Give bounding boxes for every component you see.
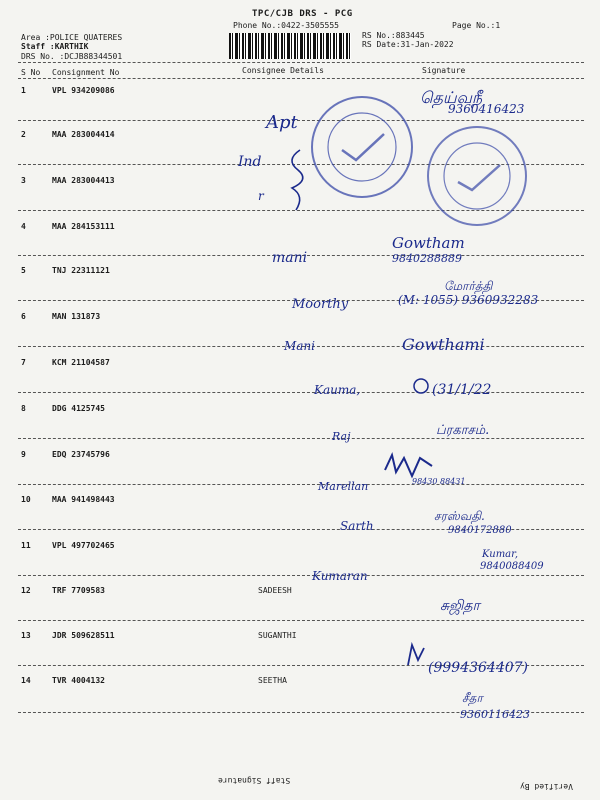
hw-scribble-9 [385, 455, 432, 476]
row-consignee: SADEESH [258, 586, 292, 595]
brace-mark [292, 150, 303, 210]
hw-raj: Raj [332, 430, 351, 443]
hw-kauma: Kauma, [314, 383, 361, 397]
row-sno: 10 [21, 495, 31, 504]
hw-signature-8: ப்ரகாசம். [436, 423, 490, 438]
round-stamp-left [312, 97, 412, 197]
hw-scribble-13 [408, 645, 424, 665]
row-consignment: EDQ 23745796 [52, 450, 110, 459]
row-sno: 5 [21, 266, 26, 275]
row-sno: 4 [21, 222, 26, 231]
hw-mani: mani [272, 250, 308, 266]
page-number: Page No.:1 [452, 21, 501, 30]
hw-sarath: Sarth [340, 519, 374, 533]
hw-marellan: Marellan [318, 480, 369, 493]
hw-signature-10: சரஸ்வதி. [434, 509, 485, 523]
row-sno: 14 [21, 676, 31, 685]
hw-moorthy: Moorthy [292, 297, 349, 312]
row-sno: 3 [21, 176, 26, 185]
row-consignment: MAA 283004413 [52, 176, 115, 185]
hw-r: r [258, 189, 264, 203]
verified-by-label: Verified By [520, 782, 573, 791]
rs-number: RS No.:883445 [362, 31, 425, 40]
row-sno: 11 [21, 541, 31, 550]
col-sno: S No [21, 68, 41, 77]
hw-signature-14: சீதா [462, 691, 483, 705]
hw-kumaran: Kumaran [312, 569, 368, 583]
round-stamp-right [428, 127, 526, 225]
row-consignment: VPL 934209086 [52, 86, 115, 95]
row-consignee: SUGANTHI [258, 631, 297, 640]
row-consignee: SEETHA [258, 676, 287, 685]
row-sno: 9 [21, 450, 26, 459]
phone-number: Phone No.:0422-3505555 [233, 21, 339, 30]
hw-signature-5: மோர்த்தி [444, 279, 493, 293]
row-sno: 13 [21, 631, 31, 640]
row-consignment: KCM 21104587 [52, 358, 110, 367]
row-sno: 8 [21, 404, 26, 413]
row-consignment: TRF 7709583 [52, 586, 105, 595]
hw-phone-1: 9360416423 [448, 102, 525, 116]
row-sno: 7 [21, 358, 26, 367]
hw-scribble-7 [414, 379, 428, 393]
hw-signature-1: தெய்வநீ [420, 88, 483, 107]
row-consignment: TNJ 22311121 [52, 266, 110, 275]
row-consignment: MAN 131873 [52, 312, 101, 321]
col-consignee: Consignee Details [242, 66, 324, 75]
row-sno: 6 [21, 312, 26, 321]
col-consignment: Consignment No [52, 68, 120, 77]
row-consignment: JDR 509628511 [52, 631, 115, 640]
row-consignment: DDG 4125745 [52, 404, 105, 413]
row-sno: 2 [21, 130, 26, 139]
hw-phone-4: 9840288889 [392, 252, 462, 265]
row-sno: 12 [21, 586, 31, 595]
hw-phone-9: 98430 88431 [412, 477, 466, 486]
hw-mani2: Mani [284, 339, 316, 353]
hw-apt: Apt [266, 112, 298, 133]
hw-signature-4: Gowtham [392, 234, 465, 252]
hw-phone-5: (M: 1055) 9360932283 [398, 293, 539, 307]
row-consignment: TVR 4004132 [52, 676, 105, 685]
hw-phone-13: (9994364407) [428, 660, 528, 676]
document-title: TPC/CJB DRS - PCG [252, 9, 353, 19]
hw-phone-10: 9840172880 [448, 525, 512, 536]
hw-kumar: Kumar, [482, 549, 518, 560]
rs-date: RS Date:31-Jan-2022 [362, 40, 454, 49]
staff-signature-label: Staff Signature [218, 776, 291, 785]
row-consignment: VPL 497702465 [52, 541, 115, 550]
row-consignment: MAA 941498443 [52, 495, 115, 504]
staff-label: Staff :KARTHIK [21, 42, 89, 51]
hw-phone-14: 9360116423 [460, 708, 530, 721]
col-signature: Signature [422, 66, 466, 75]
row-sno: 1 [21, 86, 26, 95]
hw-ind: Ind [238, 154, 262, 170]
hw-date-7: (31/1/22 [432, 382, 492, 398]
hw-signature-6: Gowthami [402, 335, 485, 354]
hw-phone-11: 9840088409 [480, 561, 544, 572]
row-consignment: MAA 283004414 [52, 130, 115, 139]
hw-signature-12: சுஜிதா [440, 598, 480, 614]
area-label: Area :POLICE QUATERES [21, 33, 123, 42]
drs-number: DRS No. :DCJB88344501 [21, 52, 123, 61]
row-consignment: MAA 284153111 [52, 222, 115, 231]
